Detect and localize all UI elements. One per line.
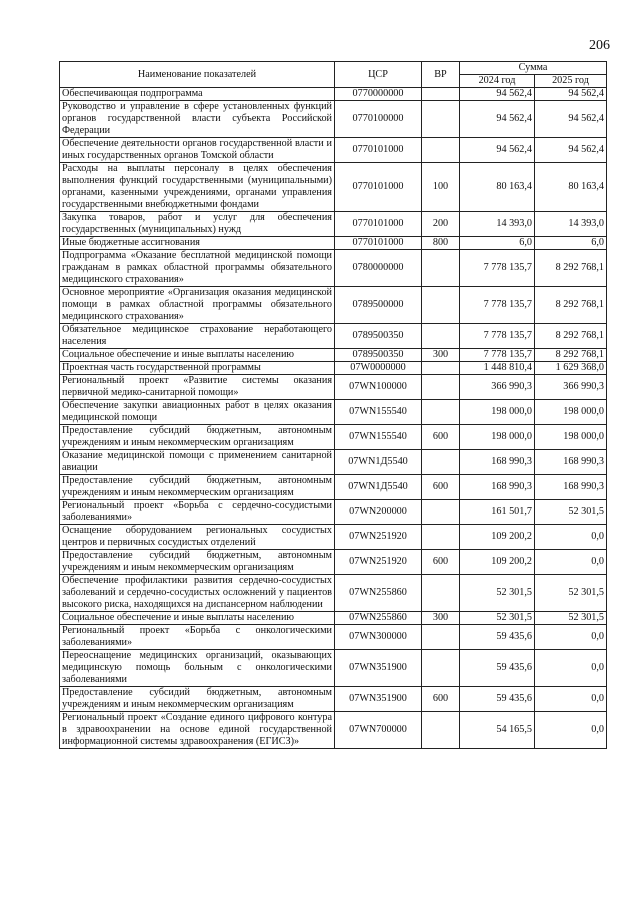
table-row — [60, 450, 607, 475]
header-2025: 2025 год — [535, 75, 607, 88]
row-value-2024: 198 000,0 — [460, 400, 535, 425]
row-name: Закупка товаров, работ и услуг для обеспечения государственных (муниципальных) нужд — [60, 212, 335, 237]
row-value-2024: 54 165,5 — [460, 712, 535, 749]
row-csr: 0770000000 — [335, 88, 422, 101]
header-name: Наименование показателей — [60, 62, 335, 88]
row-value-2024: 7 778 135,7 — [460, 287, 535, 324]
row-name: Региональный проект «Создание единого цифрового контура в здравоохранении на основе единой государственной информационной системы здравоохранения (ЕГИСЗ)» — [60, 712, 335, 749]
table-row — [60, 349, 607, 362]
table-row — [60, 250, 607, 287]
row-vr — [422, 88, 460, 101]
row-vr — [422, 500, 460, 525]
row-vr — [422, 625, 460, 650]
row-vr: 100 — [422, 163, 460, 212]
row-csr: 07WN351900 — [335, 687, 422, 712]
row-vr — [422, 525, 460, 550]
row-value-2024: 168 990,3 — [460, 450, 535, 475]
row-value-2024: 109 200,2 — [460, 525, 535, 550]
table-row — [60, 88, 607, 101]
row-csr: 07WN155540 — [335, 425, 422, 450]
row-value-2024: 59 435,6 — [460, 687, 535, 712]
row-value-2024: 7 778 135,7 — [460, 349, 535, 362]
row-value-2024: 94 562,4 — [460, 138, 535, 163]
row-value-2025: 1 629 368,0 — [535, 362, 607, 375]
row-value-2025: 8 292 768,1 — [535, 250, 607, 287]
table-body — [60, 88, 607, 749]
row-name: Предоставление субсидий бюджетным, автономным учреждениям и иным некоммерческим организациям — [60, 687, 335, 712]
table-row — [60, 650, 607, 687]
row-csr: 07WN1Д5540 — [335, 450, 422, 475]
row-value-2024: 14 393,0 — [460, 212, 535, 237]
row-value-2025: 94 562,4 — [535, 101, 607, 138]
budget-table — [59, 61, 607, 749]
row-vr: 600 — [422, 425, 460, 450]
row-csr: 07WN255860 — [335, 575, 422, 612]
row-value-2024: 109 200,2 — [460, 550, 535, 575]
row-value-2024: 59 435,6 — [460, 650, 535, 687]
row-vr: 300 — [422, 349, 460, 362]
row-name: Региональный проект «Борьба с сердечно-сосудистыми заболеваниями» — [60, 500, 335, 525]
header-vr: ВР — [422, 62, 460, 88]
row-name: Социальное обеспечение и иные выплаты населению — [60, 349, 335, 362]
row-csr: 07W0000000 — [335, 362, 422, 375]
row-value-2024: 7 778 135,7 — [460, 324, 535, 349]
row-value-2025: 52 301,5 — [535, 500, 607, 525]
header-sum: Сумма — [460, 62, 607, 75]
row-value-2025: 168 990,3 — [535, 475, 607, 500]
row-name: Обеспечивающая подпрограмма — [60, 88, 335, 101]
row-value-2025: 0,0 — [535, 550, 607, 575]
table-row — [60, 612, 607, 625]
row-csr: 0770101000 — [335, 163, 422, 212]
header-2024: 2024 год — [460, 75, 535, 88]
row-vr: 200 — [422, 212, 460, 237]
row-vr: 300 — [422, 612, 460, 625]
table-row — [60, 324, 607, 349]
row-vr — [422, 575, 460, 612]
row-value-2025: 366 990,3 — [535, 375, 607, 400]
row-vr — [422, 324, 460, 349]
row-csr: 0770100000 — [335, 101, 422, 138]
row-value-2025: 94 562,4 — [535, 138, 607, 163]
row-name: Предоставление субсидий бюджетным, автономным учреждениям и иным некоммерческим организациям — [60, 425, 335, 450]
row-csr: 07WN100000 — [335, 375, 422, 400]
row-name: Обеспечение деятельности органов государственной власти и иных государственных органов Томской области — [60, 138, 335, 163]
row-name: Проектная часть государственной программы — [60, 362, 335, 375]
row-value-2025: 198 000,0 — [535, 400, 607, 425]
row-csr: 07WN1Д5540 — [335, 475, 422, 500]
row-value-2025: 8 292 768,1 — [535, 349, 607, 362]
row-value-2025: 94 562,4 — [535, 88, 607, 101]
row-value-2024: 80 163,4 — [460, 163, 535, 212]
row-value-2024: 94 562,4 — [460, 88, 535, 101]
row-value-2025: 14 393,0 — [535, 212, 607, 237]
table-row — [60, 625, 607, 650]
row-vr — [422, 101, 460, 138]
row-name: Переоснащение медицинских организаций, оказывающих медицинскую помощь больным с онкологическими заболеваниями — [60, 650, 335, 687]
table-row — [60, 212, 607, 237]
table-row — [60, 475, 607, 500]
row-csr: 0789500350 — [335, 324, 422, 349]
row-csr: 07WN300000 — [335, 625, 422, 650]
row-csr: 0789500350 — [335, 349, 422, 362]
row-value-2025: 0,0 — [535, 712, 607, 749]
row-value-2024: 198 000,0 — [460, 425, 535, 450]
row-csr: 07WN200000 — [335, 500, 422, 525]
row-vr: 600 — [422, 475, 460, 500]
table-row — [60, 550, 607, 575]
row-value-2025: 52 301,5 — [535, 575, 607, 612]
row-name: Обеспечение профилактики развития сердечно-сосудистых заболеваний и сердечно-сосудистых осложнений у пациентов высокого риска, находящихся на диспансерном наблюдении — [60, 575, 335, 612]
row-vr: 800 — [422, 237, 460, 250]
row-name: Расходы на выплаты персоналу в целях обеспечения выполнения функций государственными (муниципальными) органами, казенными учреждениями, органами управления государственными внебюджетными фондами — [60, 163, 335, 212]
row-vr — [422, 375, 460, 400]
row-csr: 07WN255860 — [335, 612, 422, 625]
row-vr — [422, 250, 460, 287]
row-name: Иные бюджетные ассигнования — [60, 237, 335, 250]
row-vr: 600 — [422, 550, 460, 575]
row-value-2024: 161 501,7 — [460, 500, 535, 525]
table-row — [60, 687, 607, 712]
table-row — [60, 163, 607, 212]
header-csr: ЦСР — [335, 62, 422, 88]
row-value-2024: 7 778 135,7 — [460, 250, 535, 287]
table-row — [60, 362, 607, 375]
table-row — [60, 425, 607, 450]
row-value-2025: 0,0 — [535, 525, 607, 550]
table-row — [60, 400, 607, 425]
table-row — [60, 375, 607, 400]
row-value-2024: 1 448 810,4 — [460, 362, 535, 375]
row-value-2025: 8 292 768,1 — [535, 324, 607, 349]
row-csr: 07WN351900 — [335, 650, 422, 687]
row-csr: 0770101000 — [335, 237, 422, 250]
row-csr: 07WN251920 — [335, 550, 422, 575]
table-row — [60, 575, 607, 612]
row-name: Оказание медицинской помощи с применением санитарной авиации — [60, 450, 335, 475]
row-name: Региональный проект «Развитие системы оказания первичной медико-санитарной помощи» — [60, 375, 335, 400]
row-value-2024: 6,0 — [460, 237, 535, 250]
row-csr: 07WN251920 — [335, 525, 422, 550]
row-value-2025: 198 000,0 — [535, 425, 607, 450]
table-row — [60, 525, 607, 550]
row-name: Обязательное медицинское страхование неработающего населения — [60, 324, 335, 349]
row-csr: 0789500000 — [335, 287, 422, 324]
row-value-2025: 0,0 — [535, 650, 607, 687]
row-value-2025: 8 292 768,1 — [535, 287, 607, 324]
row-vr — [422, 712, 460, 749]
row-value-2025: 168 990,3 — [535, 450, 607, 475]
row-value-2025: 80 163,4 — [535, 163, 607, 212]
row-name: Предоставление субсидий бюджетным, автономным учреждениям и иным некоммерческим организациям — [60, 475, 335, 500]
row-csr: 07WN700000 — [335, 712, 422, 749]
row-name: Оснащение оборудованием региональных сосудистых центров и первичных сосудистых отделений — [60, 525, 335, 550]
row-vr — [422, 450, 460, 475]
row-csr: 0770101000 — [335, 212, 422, 237]
row-value-2025: 52 301,5 — [535, 612, 607, 625]
row-csr: 0780000000 — [335, 250, 422, 287]
row-value-2025: 6,0 — [535, 237, 607, 250]
row-vr — [422, 138, 460, 163]
row-vr — [422, 400, 460, 425]
row-name: Обеспечение закупки авиационных работ в целях оказания медицинской помощи — [60, 400, 335, 425]
row-value-2024: 52 301,5 — [460, 612, 535, 625]
row-name: Руководство и управление в сфере установленных функций органов государственной власти субъекта Российской Федерации — [60, 101, 335, 138]
row-vr — [422, 650, 460, 687]
row-name: Предоставление субсидий бюджетным, автономным учреждениям и иным некоммерческим организациям — [60, 550, 335, 575]
row-value-2024: 168 990,3 — [460, 475, 535, 500]
table-row — [60, 287, 607, 324]
table-row — [60, 712, 607, 749]
row-value-2024: 59 435,6 — [460, 625, 535, 650]
row-name: Подпрограмма «Оказание бесплатной медицинской помощи гражданам в рамках областной программы обязательного медицинского страхования» — [60, 250, 335, 287]
row-value-2024: 52 301,5 — [460, 575, 535, 612]
row-name: Основное мероприятие «Организация оказания медицинской помощи в рамках областной программы обязательного медицинского страхования» — [60, 287, 335, 324]
row-value-2025: 0,0 — [535, 625, 607, 650]
row-name: Социальное обеспечение и иные выплаты населению — [60, 612, 335, 625]
row-csr: 07WN155540 — [335, 400, 422, 425]
row-value-2025: 0,0 — [535, 687, 607, 712]
row-csr: 0770101000 — [335, 138, 422, 163]
row-vr — [422, 362, 460, 375]
table-row — [60, 500, 607, 525]
table-row — [60, 138, 607, 163]
row-value-2024: 366 990,3 — [460, 375, 535, 400]
row-name: Региональный проект «Борьба с онкологическими заболеваниями» — [60, 625, 335, 650]
row-vr: 600 — [422, 687, 460, 712]
table-row — [60, 237, 607, 250]
table-row — [60, 101, 607, 138]
row-vr — [422, 287, 460, 324]
row-value-2024: 94 562,4 — [460, 101, 535, 138]
page-number: 206 — [589, 38, 610, 53]
